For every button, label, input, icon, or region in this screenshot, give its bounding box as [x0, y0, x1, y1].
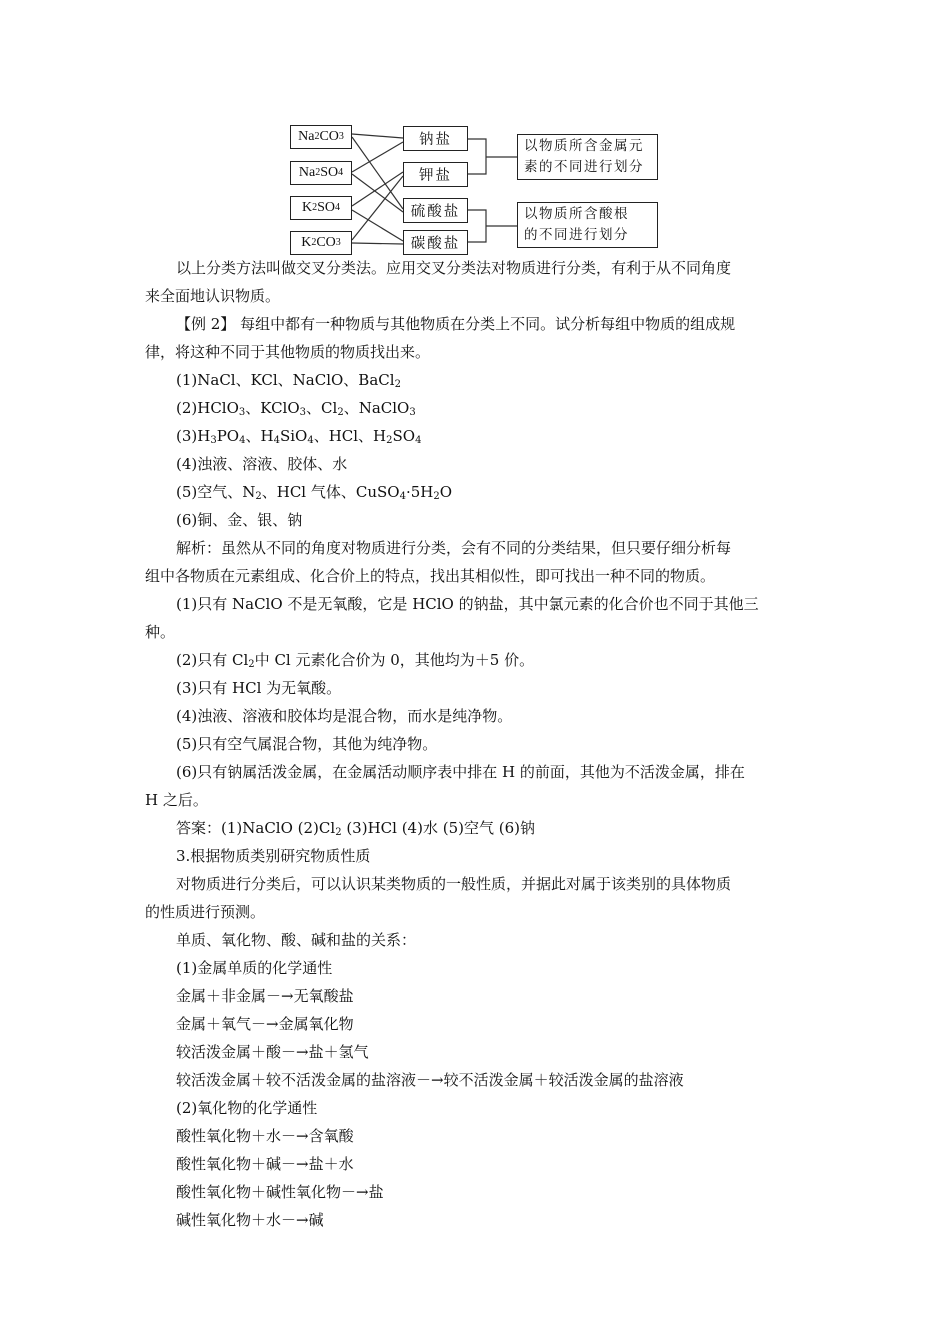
box-by-metal: 以物质所含金属元 素的不同进行划分: [517, 134, 658, 180]
paragraph: 来全面地认识物质。: [145, 287, 281, 305]
analysis-2: (2)只有 $Cl_2$中 Cl 元素化合价为 0，其他均为＋5 价。: [176, 651, 535, 670]
analysis: 解析：虽然从不同的角度对物质进行分类，会有不同的分类结果，但只要仔细分析每: [176, 539, 732, 557]
reaction-line: 较活泼金属＋较不活泼金属的盐溶液－→较不活泼金属＋较活泼金属的盐溶液: [176, 1071, 684, 1089]
reaction-line: 酸性氧化物＋碱－→盐＋水: [176, 1155, 354, 1173]
question-4: (4)浊液、溶液、胶体、水: [176, 455, 348, 473]
question-3: $(3)H_3PO_4$、$H_4SiO_4$、HCl、$H_2SO_4$: [176, 427, 422, 446]
metal-properties-heading: (1)金属单质的化学通性: [176, 959, 333, 977]
reaction-line: 酸性氧化物＋碱性氧化物－→盐: [176, 1183, 384, 1201]
box-na2so4: Na 2 SO 4: [290, 161, 352, 185]
section-3-heading: 3.根据物质类别研究物质性质: [176, 847, 371, 865]
reaction-line: 金属＋氧气－→金属氧化物: [176, 1015, 354, 1033]
paragraph: 的性质进行预测。: [145, 903, 266, 921]
analysis-4: (4)浊液、溶液和胶体均是混合物，而水是纯净物。: [176, 707, 513, 725]
analysis: 组中各物质在元素组成、化合价上的特点，找出其相似性，即可找出一种不同的物质。: [145, 567, 716, 585]
reaction-line: 碱性氧化物＋水－→碱: [176, 1211, 324, 1229]
analysis-3: (3)只有 HCl 为无氧酸。: [176, 679, 342, 697]
analysis-1: 种。: [145, 623, 176, 641]
question-5: (5)空气、$N_2$、HCl 气体、$CuSO_4\cdot 5H_2O$: [176, 483, 453, 502]
box-k2co3: K 2 CO 3: [290, 231, 352, 255]
question-2: (2)HClO$_3$、KClO$_3$、$Cl_2$、NaClO$_3$: [176, 399, 416, 418]
box-by-acid-radical: 以物质所含酸根 的不同进行划分: [517, 202, 658, 248]
analysis-6: H 之后。: [145, 791, 208, 809]
analysis-5: (5)只有空气属混合物，其他为纯净物。: [176, 735, 438, 753]
cross-classification-diagram: [290, 122, 670, 254]
body-text: [145, 254, 811, 1234]
paragraph: 以上分类方法叫做交叉分类法。应用交叉分类法对物质进行分类，有利于从不同角度: [176, 259, 732, 277]
reaction-line: 酸性氧化物＋水－→含氧酸: [176, 1127, 354, 1145]
reaction-line: 较活泼金属＋酸－→盐＋氢气: [176, 1043, 369, 1061]
paragraph: 律，将这种不同于其他物质的物质找出来。: [145, 343, 431, 361]
example-2-title: 【例 2】 每组中都有一种物质与其他物质在分类上不同。试分析每组中物质的组成规: [176, 315, 736, 333]
box-carbonate: 碳酸盐: [403, 230, 468, 255]
paragraph: 对物质进行分类后，可以认识某类物质的一般性质，并据此对属于该类别的具体物质: [176, 875, 732, 893]
box-sodium-salt: 钠盐: [403, 126, 468, 151]
answer: 答案：(1)NaClO $(2)Cl_2$ (3)HCl (4)水 (5)空气 (6)钠: [176, 819, 535, 838]
box-na2co3: Na 2 CO 3: [290, 125, 352, 149]
question-6: (6)铜、金、银、钠: [176, 511, 303, 529]
box-potassium-salt: 钾盐: [403, 162, 468, 187]
box-k2so4: K 2 SO 4: [290, 196, 352, 220]
analysis-6: (6)只有钠属活泼金属，在金属活动顺序表中排在 H 的前面，其他为不活泼金属，排在: [176, 763, 745, 781]
analysis-1: (1)只有 NaClO 不是无氧酸，它是 HClO 的钠盐，其中氯元素的化合价也不同于其他三: [176, 595, 759, 613]
reaction-line: 金属＋非金属－→无氧酸盐: [176, 987, 354, 1005]
question-1: (1)NaCl、KCl、NaClO、BaCl$_2$: [176, 371, 401, 390]
paragraph: 单质、氧化物、酸、碱和盐的关系：: [176, 931, 417, 949]
box-sulfate: 硫酸盐: [403, 198, 468, 223]
oxide-properties-heading: (2)氧化物的化学通性: [176, 1099, 318, 1117]
